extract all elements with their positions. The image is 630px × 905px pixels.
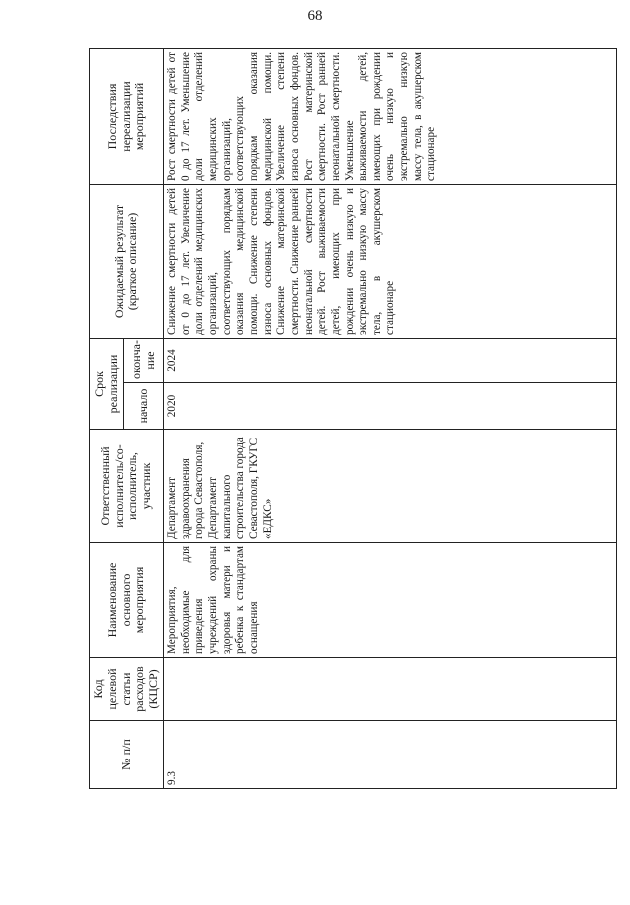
header-row-1 <box>90 48 124 788</box>
cell-end: 2024 <box>163 338 616 382</box>
cell-result: Снижение смертности детей от 0 до 17 лет. Увеличение доли отделений медицинских организаций, соответствующих порядкам оказания медицинской помощи. Снижение степени износа основных фондов. Снижение материнской смертности. Снижение ранней неонатальной смертности детей. Рост выживаемости детей, имеющих при рождении очень низкую и экстремально низкую массу тела, в акушерском стационаре <box>163 184 616 338</box>
cell-code <box>163 658 616 721</box>
cell-consequences: Рост смертности детей от 0 до 17 лет. Уменьшение доли отделений медицинских организаций, соответствующих порядкам оказания медицинской помощи. Увеличение степени износа основных фондов. Рост материнской смертности. Рост ранней неонатальной смертности. Уменьшение выживаемости детей, имеющих при рождении очень низкую и экстремально низкую массу тела, в акушерском стационаре <box>163 48 616 184</box>
measures-table <box>89 48 617 789</box>
cell-start: 2020 <box>163 383 616 430</box>
header-num: № п/п <box>90 721 164 789</box>
header-end: оконча-ние <box>124 338 164 382</box>
rotated-table-box <box>89 49 614 789</box>
cell-responsible: Департамент здравоохранения города Севастополя, Департамент капитального строительства города Севастополя, ГКУГС «ЕДКС» <box>163 430 616 543</box>
page-number: 68 <box>307 8 323 24</box>
cell-num: 9.3 <box>163 721 616 789</box>
cell-name: Мероприятия, необходимые для приведения учреждений охраны здоровья матери и ребенка к стандартам оснащения <box>163 543 616 658</box>
table-container <box>89 49 614 789</box>
header-result: Ожидаемый результат (краткое описание) <box>90 184 164 338</box>
header-code: Код целевой статьи расходов (КЦСР) <box>90 658 164 721</box>
table-row <box>163 48 616 788</box>
header-responsible: Ответственный исполнитель/со-исполнитель, участник <box>90 430 164 543</box>
header-period: Срок реализации <box>90 338 124 429</box>
header-name: Наименование основного мероприятия <box>90 543 164 658</box>
header-start: начало <box>124 383 164 430</box>
header-consequences: Последствия нереализации мероприятий <box>90 48 164 184</box>
